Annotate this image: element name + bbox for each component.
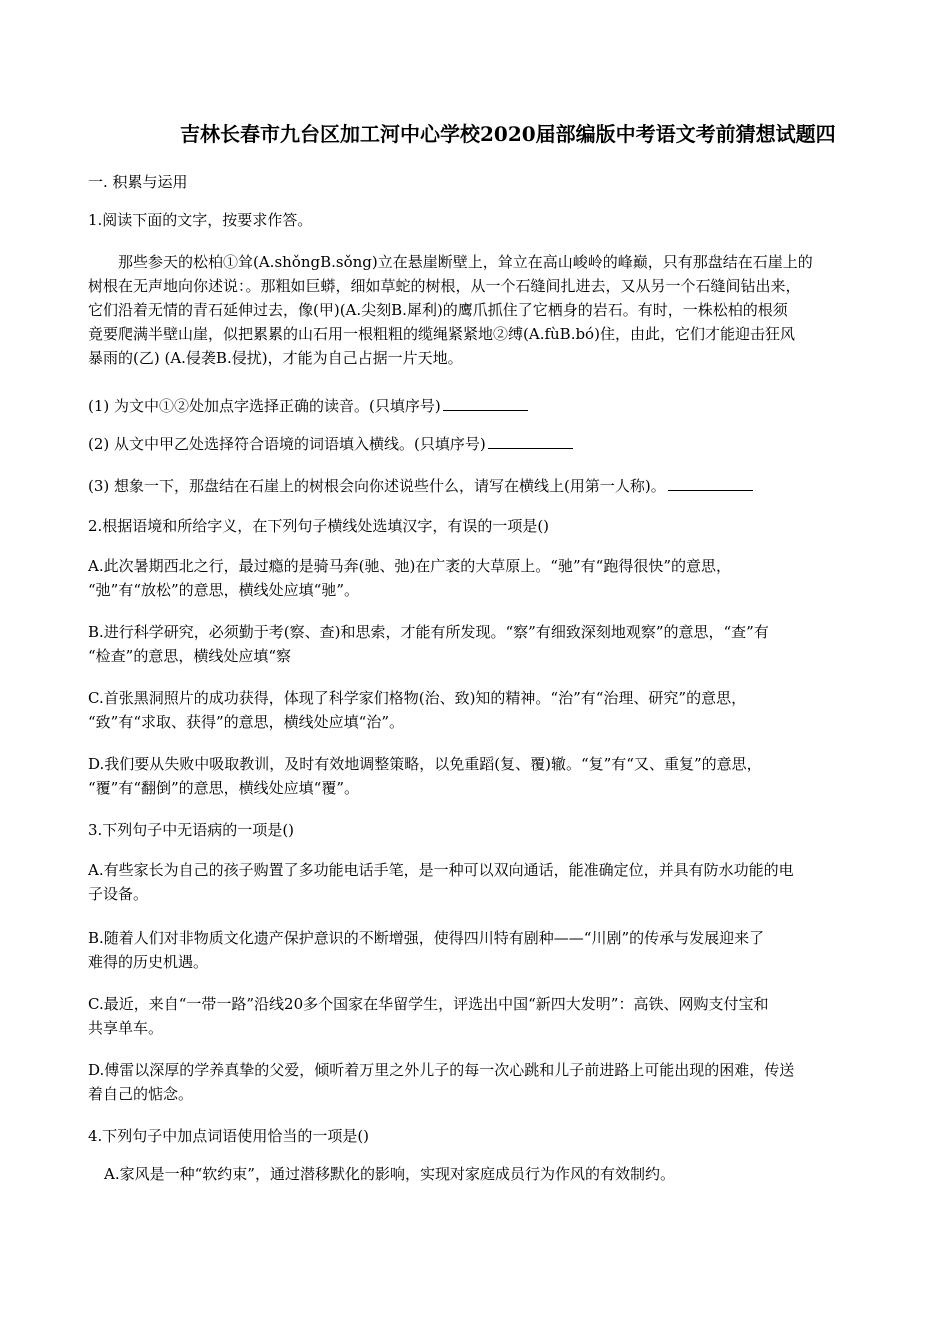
question-1-sub-2 — [88, 432, 573, 456]
question-1-sub-1 — [88, 394, 528, 418]
option-line: 着自己的惦念。 — [88, 1085, 194, 1103]
question-1-stem: 1.阅读下面的文字，按要求作答。 — [88, 211, 313, 229]
option-line: B.进行科学研究，必须勤于考(察、查)和思索，才能有所发现。“察”有细致深刻地观察”的意思，“查”有 — [88, 623, 769, 641]
option-line: 难得的历史机遇。 — [88, 953, 209, 971]
document-title: 吉林长春市九台区加工河中心学校2020届部编版中考语文考前猜想试题四 — [180, 122, 836, 146]
option-line: B.随着人们对非物质文化遗产保护意识的不断增强，使得四川特有剧种——“川剧”的传承与发展迎来了 — [88, 929, 765, 947]
passage-line: 竟要爬满半壁山崖，似把累累的山石用一根粗粗的缆绳紧紧地②缚(A.fùB.bó)住，由此，它们才能迎击狂风 — [88, 325, 795, 343]
option-line: “致”有“求取、获得”的意思，横线处应填“治”。 — [88, 713, 405, 731]
question-1-sub-3 — [88, 474, 753, 498]
question-2-option-b — [88, 620, 868, 668]
answer-blank[interactable] — [443, 396, 528, 411]
option-line: D.我们要从失败中吸取教训，及时有效地调整策略，以免重蹈(复、覆)辙。“复”有“又、重复”的意思， — [88, 755, 762, 773]
option-line: “覆”有“翻倒”的意思，横线处应填“覆”。 — [88, 779, 360, 797]
sub-question-text: (2) 从文中甲乙处选择符合语境的词语填入横线。(只填序号) — [88, 435, 486, 453]
option-line: “检查”的意思，横线处应填“察 — [88, 647, 292, 665]
question-3-option-d — [88, 1058, 868, 1106]
option-line: “弛”有“放松”的意思，横线处应填“驰”。 — [88, 581, 360, 599]
answer-blank[interactable] — [488, 434, 573, 449]
option-line: 共享单车。 — [88, 1019, 164, 1037]
passage-line: 暴雨的(乙) (A.侵袭B.侵扰)，才能为自己占据一片天地。 — [88, 349, 463, 367]
question-3-option-a — [88, 858, 868, 906]
question-3-option-b — [88, 926, 868, 974]
option-line: D.傅雷以深厚的学养真挚的父爱，倾听着万里之外儿子的每一次心跳和儿子前进路上可能出现的困难，传送 — [88, 1061, 795, 1079]
question-4-option-a: A.家风是一种“软约束”，通过潜移默化的影响，实现对家庭成员行为作风的有效制约。 — [104, 1165, 675, 1183]
option-line: C.最近，来自“一带一路”沿线20多个国家在华留学生，评选出中国“新四大发明”：高铁、网购支付宝和 — [88, 995, 769, 1013]
passage-line: 树根在无声地向你述说：。那粗如巨蟒，细如草蛇的树根，从一个石缝间扎进去，又从另一个石缝间钻出来， — [88, 277, 801, 295]
option-line: 子设备。 — [88, 885, 149, 903]
sub-question-text: (1) 为文中①②处加点字选择正确的读音。(只填序号) — [88, 397, 441, 415]
question-3-stem: 3.下列句子中无语病的一项是() — [88, 821, 295, 839]
sub-question-text: (3) 想象一下，那盘结在石崖上的树根会向你述说些什么，请写在横线上(用第一人称)。 — [88, 477, 666, 495]
option-line: C.首张黑洞照片的成功获得，体现了科学家们格物(治、致)知的精神。“治”有“治理、研究”的意思， — [88, 689, 747, 707]
option-line: A.此次暑期西北之行，最过瘾的是骑马奔(驰、弛)在广袤的大草原上。“驰”有“跑得很快”的意思， — [88, 557, 731, 575]
passage-line: 那些参天的松柏①耸(A.shǒngB.sǒng)立在悬崖断壁上，耸立在高山峻岭的峰巅，只有那盘结在石崖上的 — [118, 253, 813, 271]
question-2-option-d — [88, 752, 868, 800]
option-line: A.有些家长为自己的孩子购置了多功能电话手笔，是一种可以双向通话，能准确定位，并具有防水功能的电 — [88, 861, 794, 879]
question-4-stem: 4.下列句子中加点词语使用恰当的一项是() — [88, 1127, 370, 1145]
question-2-option-a — [88, 554, 868, 602]
passage-line: 它们沿着无情的青石延伸过去，像(甲)(A.尖刻B.犀利)的鹰爪抓住了它栖身的岩石。有时，一株松柏的根须 — [88, 301, 788, 319]
section-heading: 一. 积累与运用 — [88, 173, 188, 191]
question-2-stem: 2.根据语境和所给字义，在下列句子横线处选填汉字，有误的一项是() — [88, 517, 550, 535]
question-3-option-c — [88, 992, 868, 1040]
question-2-option-c — [88, 686, 868, 734]
answer-blank[interactable] — [668, 476, 753, 491]
question-1-passage — [88, 250, 868, 370]
